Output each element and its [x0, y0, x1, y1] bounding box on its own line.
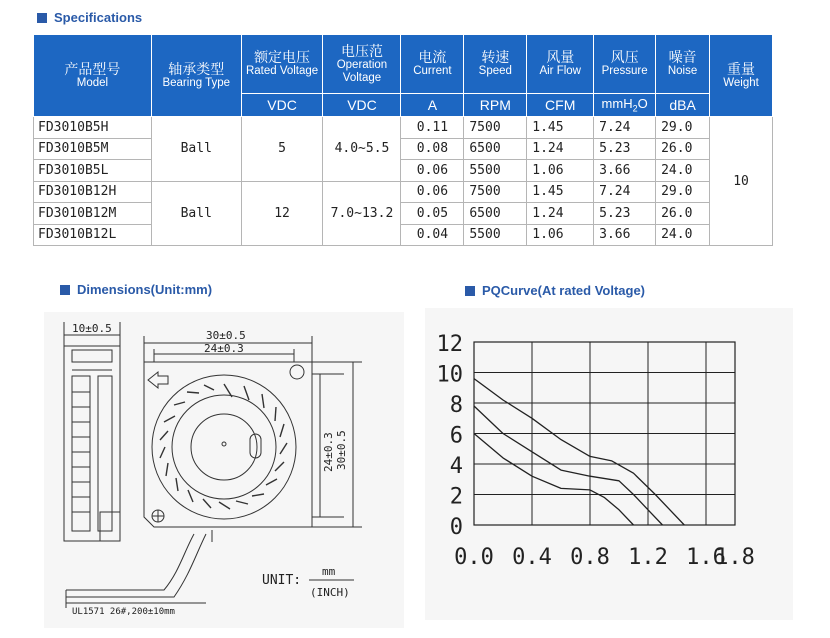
unit-ampere: A: [401, 94, 464, 117]
x-tick-label: 0.0: [454, 545, 494, 570]
section-title-pqcurve: [465, 283, 645, 298]
header-operation-voltage: 电压范 Operation Voltage: [323, 35, 401, 94]
current-cell: 0.06: [401, 160, 464, 182]
noise-cell: 24.0: [656, 160, 710, 182]
impeller-outer: [152, 375, 296, 519]
header-speed: 转速 Speed: [464, 35, 527, 94]
unit-rpm: RPM: [464, 94, 527, 117]
model-cell: FD3010B12H: [34, 181, 152, 203]
table-row: [34, 203, 773, 225]
series-line-2: [474, 406, 663, 525]
unit-cfm: CFM: [527, 94, 594, 117]
model-cell: FD3010B5L: [34, 160, 152, 182]
bullet-square-icon: [60, 285, 70, 295]
speed-cell: 6500: [464, 138, 527, 160]
speed-cell: 7500: [464, 117, 527, 139]
y-tick-label: 2: [449, 484, 463, 510]
header-bearing: 轴承类型 Bearing Type: [151, 35, 241, 117]
series-line-1: [474, 379, 684, 525]
bullet-square-icon: [465, 286, 475, 296]
pressure-cell: 7.24: [594, 181, 656, 203]
voltage-range-cell: 4.0~5.5: [323, 117, 401, 182]
pressure-cell: 7.24: [594, 117, 656, 139]
model-cell: FD3010B5H: [34, 117, 152, 139]
bullet-square-icon: [37, 13, 47, 23]
speed-cell: 6500: [464, 203, 527, 225]
unit-top: mm: [322, 565, 336, 578]
flow-cell: 1.06: [527, 224, 594, 246]
current-cell: 0.04: [401, 224, 464, 246]
y-tick-label: 12: [436, 332, 463, 357]
pressure-cell: 5.23: [594, 138, 656, 160]
noise-cell: 26.0: [656, 203, 710, 225]
header-weight: 重量 Weight: [710, 35, 773, 117]
section-title-specifications: [37, 10, 142, 25]
header-model: 产品型号 Model: [34, 35, 152, 117]
table-row: [34, 160, 773, 182]
flow-cell: 1.24: [527, 138, 594, 160]
unit-vdc-range: VDC: [323, 94, 401, 117]
x-tick-label: 1.2: [628, 545, 668, 570]
speed-cell: 7500: [464, 181, 527, 203]
flow-cell: 1.06: [527, 160, 594, 182]
header-pressure: 风压 Pressure: [594, 35, 656, 94]
bearing-cell: Ball: [151, 117, 241, 182]
dimensions-label: Dimensions(Unit:mm): [77, 282, 213, 297]
rated-voltage-cell: 5: [241, 117, 323, 182]
section-title-dimensions: [60, 282, 212, 297]
table-row: [34, 181, 773, 203]
model-cell: FD3010B12L: [34, 224, 152, 246]
noise-cell: 26.0: [656, 138, 710, 160]
flow-cell: 1.45: [527, 117, 594, 139]
x-tick-label: 1.8: [715, 545, 755, 570]
noise-cell: 24.0: [656, 224, 710, 246]
flow-cell: 1.45: [527, 181, 594, 203]
pq-chart-svg: [425, 308, 793, 620]
y-tick-label: 0: [449, 515, 463, 540]
x-tick-label: 0.8: [570, 545, 610, 570]
header-current: 电流 Current: [401, 35, 464, 94]
header-noise: 噪音 Noise: [656, 35, 710, 94]
speed-cell: 5500: [464, 224, 527, 246]
model-cell: FD3010B5M: [34, 138, 152, 160]
unit-mmh2o: mmH$_2$O: [594, 94, 656, 117]
pq-chart: [425, 308, 793, 620]
table-row: [34, 138, 773, 160]
unit-label: UNIT:: [262, 573, 302, 588]
rated-voltage-cell: 12: [241, 181, 323, 246]
table-row: [34, 224, 773, 246]
current-cell: 0.06: [401, 181, 464, 203]
y-tick-label: 10: [436, 362, 463, 388]
specifications-label: Specifications: [54, 10, 143, 25]
speed-cell: 5500: [464, 160, 527, 182]
voltage-range-cell: 7.0~13.2: [323, 181, 401, 246]
inner-width-dim: 24±0.3: [204, 342, 244, 355]
pressure-cell: 3.66: [594, 160, 656, 182]
outer-width-dim: 30±0.5: [206, 329, 246, 342]
side-width-dim: 10±0.5: [72, 322, 112, 335]
fan-blades: [160, 384, 287, 509]
pressure-cell: 3.66: [594, 224, 656, 246]
unit-bottom: (INCH): [310, 586, 350, 599]
y-tick-label: 6: [449, 423, 463, 449]
bearing-cell: Ball: [151, 181, 241, 246]
header-rated-voltage: 额定电压 Rated Voltage: [241, 35, 323, 94]
fan-drawing-svg: [44, 312, 404, 628]
unit-dba: dBA: [656, 94, 710, 117]
hub: [191, 414, 257, 480]
weight-cell: 10: [710, 117, 773, 246]
noise-cell: 29.0: [656, 117, 710, 139]
header-air-flow: 风量 Air Flow: [527, 35, 594, 94]
pqcurve-label: PQCurve(At rated Voltage): [482, 283, 646, 298]
spec-table: [33, 34, 773, 246]
flow-cell: 1.24: [527, 203, 594, 225]
y-tick-label: 8: [449, 393, 463, 418]
x-tick-label: 1.6: [686, 545, 726, 570]
dimension-drawing: [44, 312, 404, 628]
current-cell: 0.11: [401, 117, 464, 139]
outer-height-dim: 30±0.5: [335, 430, 348, 470]
inner-height-dim: 24±0.3: [322, 432, 335, 472]
table-row: [34, 117, 773, 139]
cable-spec: UL1571 26#,200±10mm: [72, 607, 175, 617]
y-tick-label: 4: [449, 454, 463, 479]
pressure-cell: 5.23: [594, 203, 656, 225]
model-cell: FD3010B12M: [34, 203, 152, 225]
current-cell: 0.08: [401, 138, 464, 160]
current-cell: 0.05: [401, 203, 464, 225]
x-tick-label: 0.4: [512, 545, 552, 570]
unit-vdc-rated: VDC: [241, 94, 323, 117]
noise-cell: 29.0: [656, 181, 710, 203]
